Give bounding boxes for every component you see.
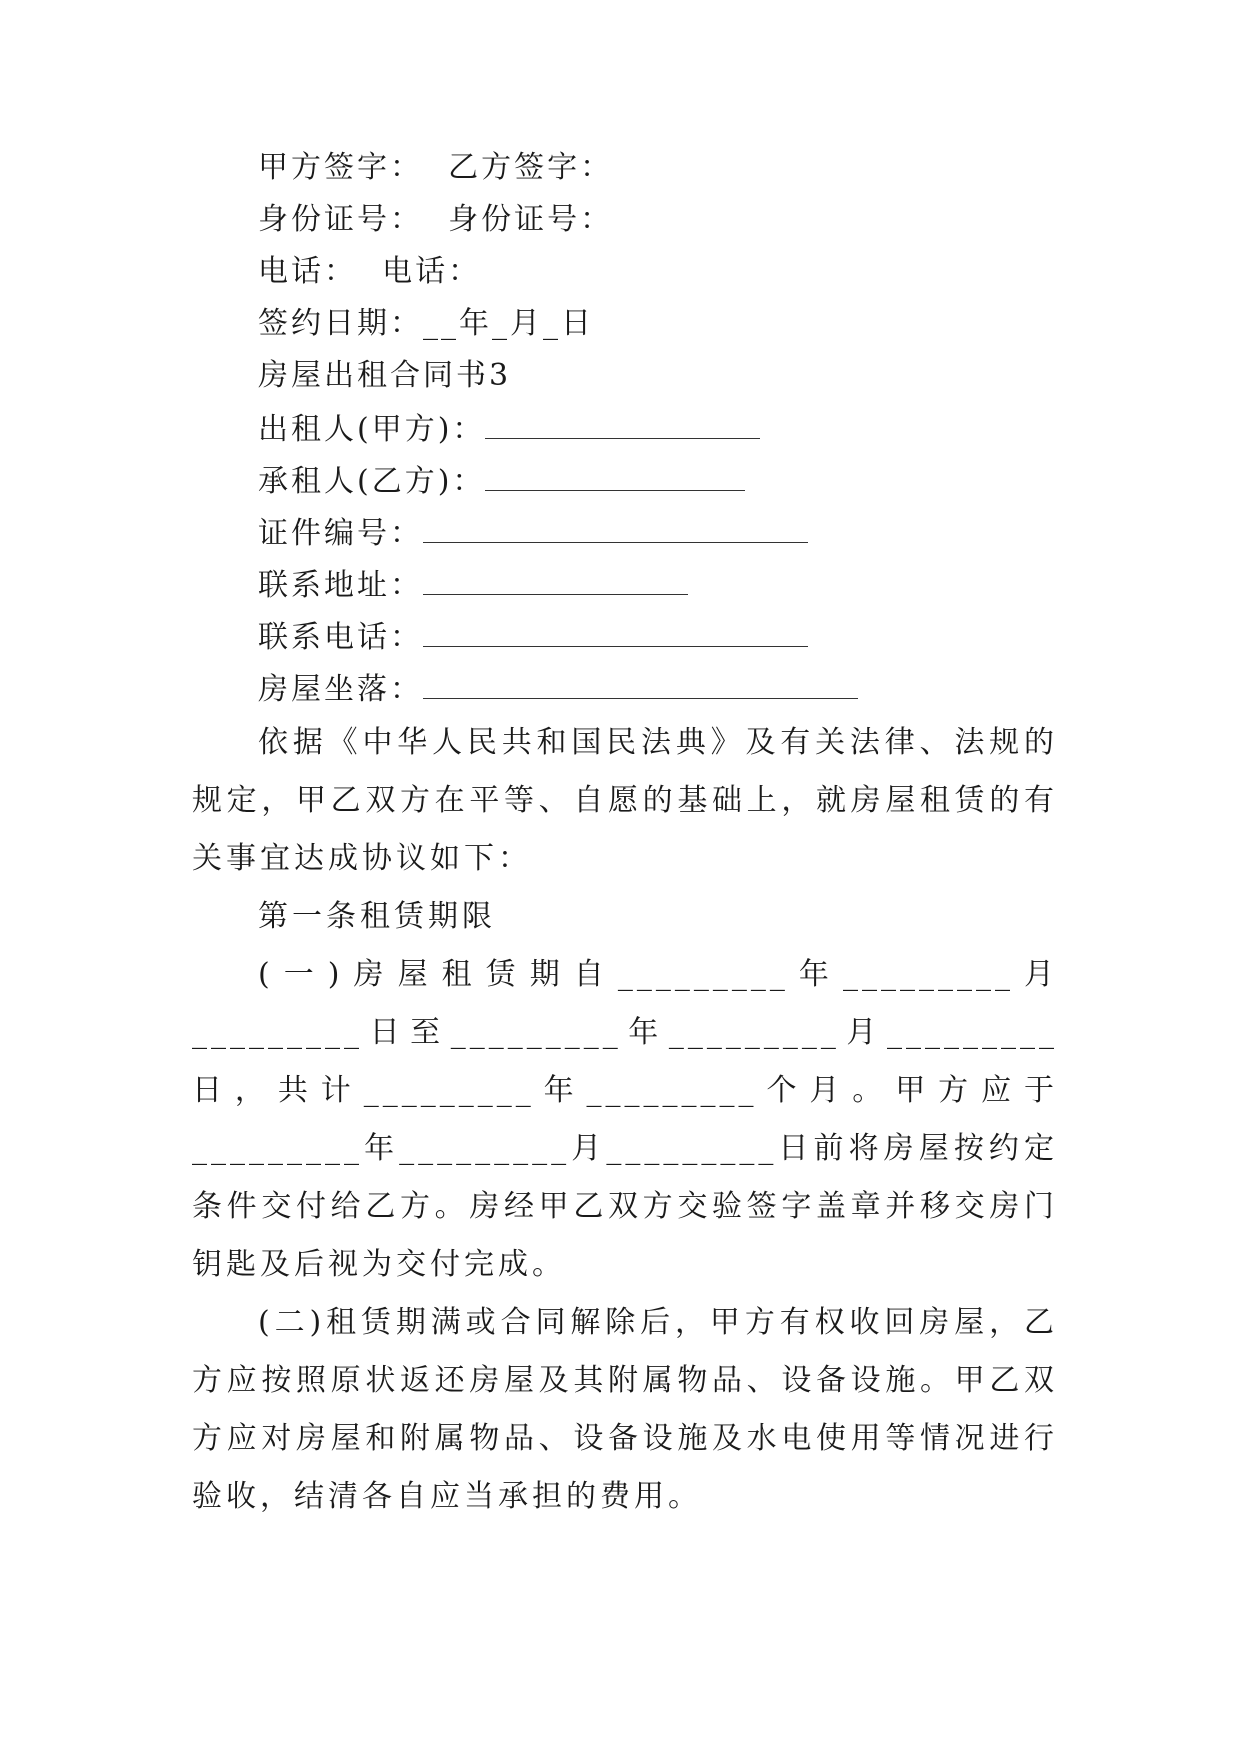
signature-line — [258, 148, 613, 188]
party-a-id-label: 身份证号： — [258, 202, 423, 237]
id-number-label: 证件编号： — [258, 516, 423, 551]
phone-blank — [423, 616, 808, 647]
id-number-field — [258, 512, 808, 554]
contract-title: 房屋出租合同书3 — [258, 358, 512, 393]
party-b-phone-label: 电话： — [382, 254, 482, 289]
party-a-sign-label: 甲方签字： — [258, 150, 423, 185]
party-b-sign-label: 乙方签字： — [448, 150, 614, 185]
clause-1: (一)房屋租赁期自_________年_________月_________日至_________年_________月_________日，共计_________年_________个月。甲方应于_________年_________月_________日前将房屋按约定条件交付给乙方。房经甲乙双方交验签字盖章并移交房门钥匙及后视为交付完成。 — [192, 957, 1058, 1282]
id-number-blank — [423, 512, 808, 543]
location-label: 房屋坐落： — [258, 672, 423, 707]
intro-paragraph: 依据《中华人民共和国民法典》及有关法律、法规的规定，甲乙双方在平等、自愿的基础上，就房屋租赁的有关事宜达成协议如下： — [192, 725, 1058, 876]
phone-field — [258, 616, 808, 658]
address-field — [258, 564, 688, 606]
address-label: 联系地址： — [258, 568, 423, 603]
party-b-id-label: 身份证号： — [448, 202, 614, 237]
lessee-field — [258, 460, 745, 502]
lessor-field — [258, 408, 760, 450]
clause-2: (二)租赁期满或合同解除后，甲方有权收回房屋，乙方应按照原状返还房屋及其附属物品、设备设施。甲乙双方应对房屋和附属物品、设备设施及水电使用等情况进行验收，结清各自应当承担的费用。 — [192, 1305, 1058, 1514]
phone-line — [258, 252, 481, 292]
sign-date: 签约日期：__年_月_日 — [258, 306, 594, 341]
article1-heading: 第一条租赁期限 — [258, 899, 496, 934]
party-a-phone-label: 电话： — [258, 254, 357, 289]
phone-label: 联系电话： — [258, 620, 423, 655]
location-field — [258, 668, 858, 710]
location-blank — [423, 668, 858, 699]
lessor-blank — [485, 408, 760, 439]
address-blank — [423, 564, 688, 595]
lessee-label: 承租人(乙方)： — [258, 464, 486, 499]
contract-body — [192, 714, 1058, 1526]
id-line — [258, 200, 613, 240]
lessor-label: 出租人(甲方)： — [258, 412, 486, 447]
lessee-blank — [485, 460, 745, 491]
